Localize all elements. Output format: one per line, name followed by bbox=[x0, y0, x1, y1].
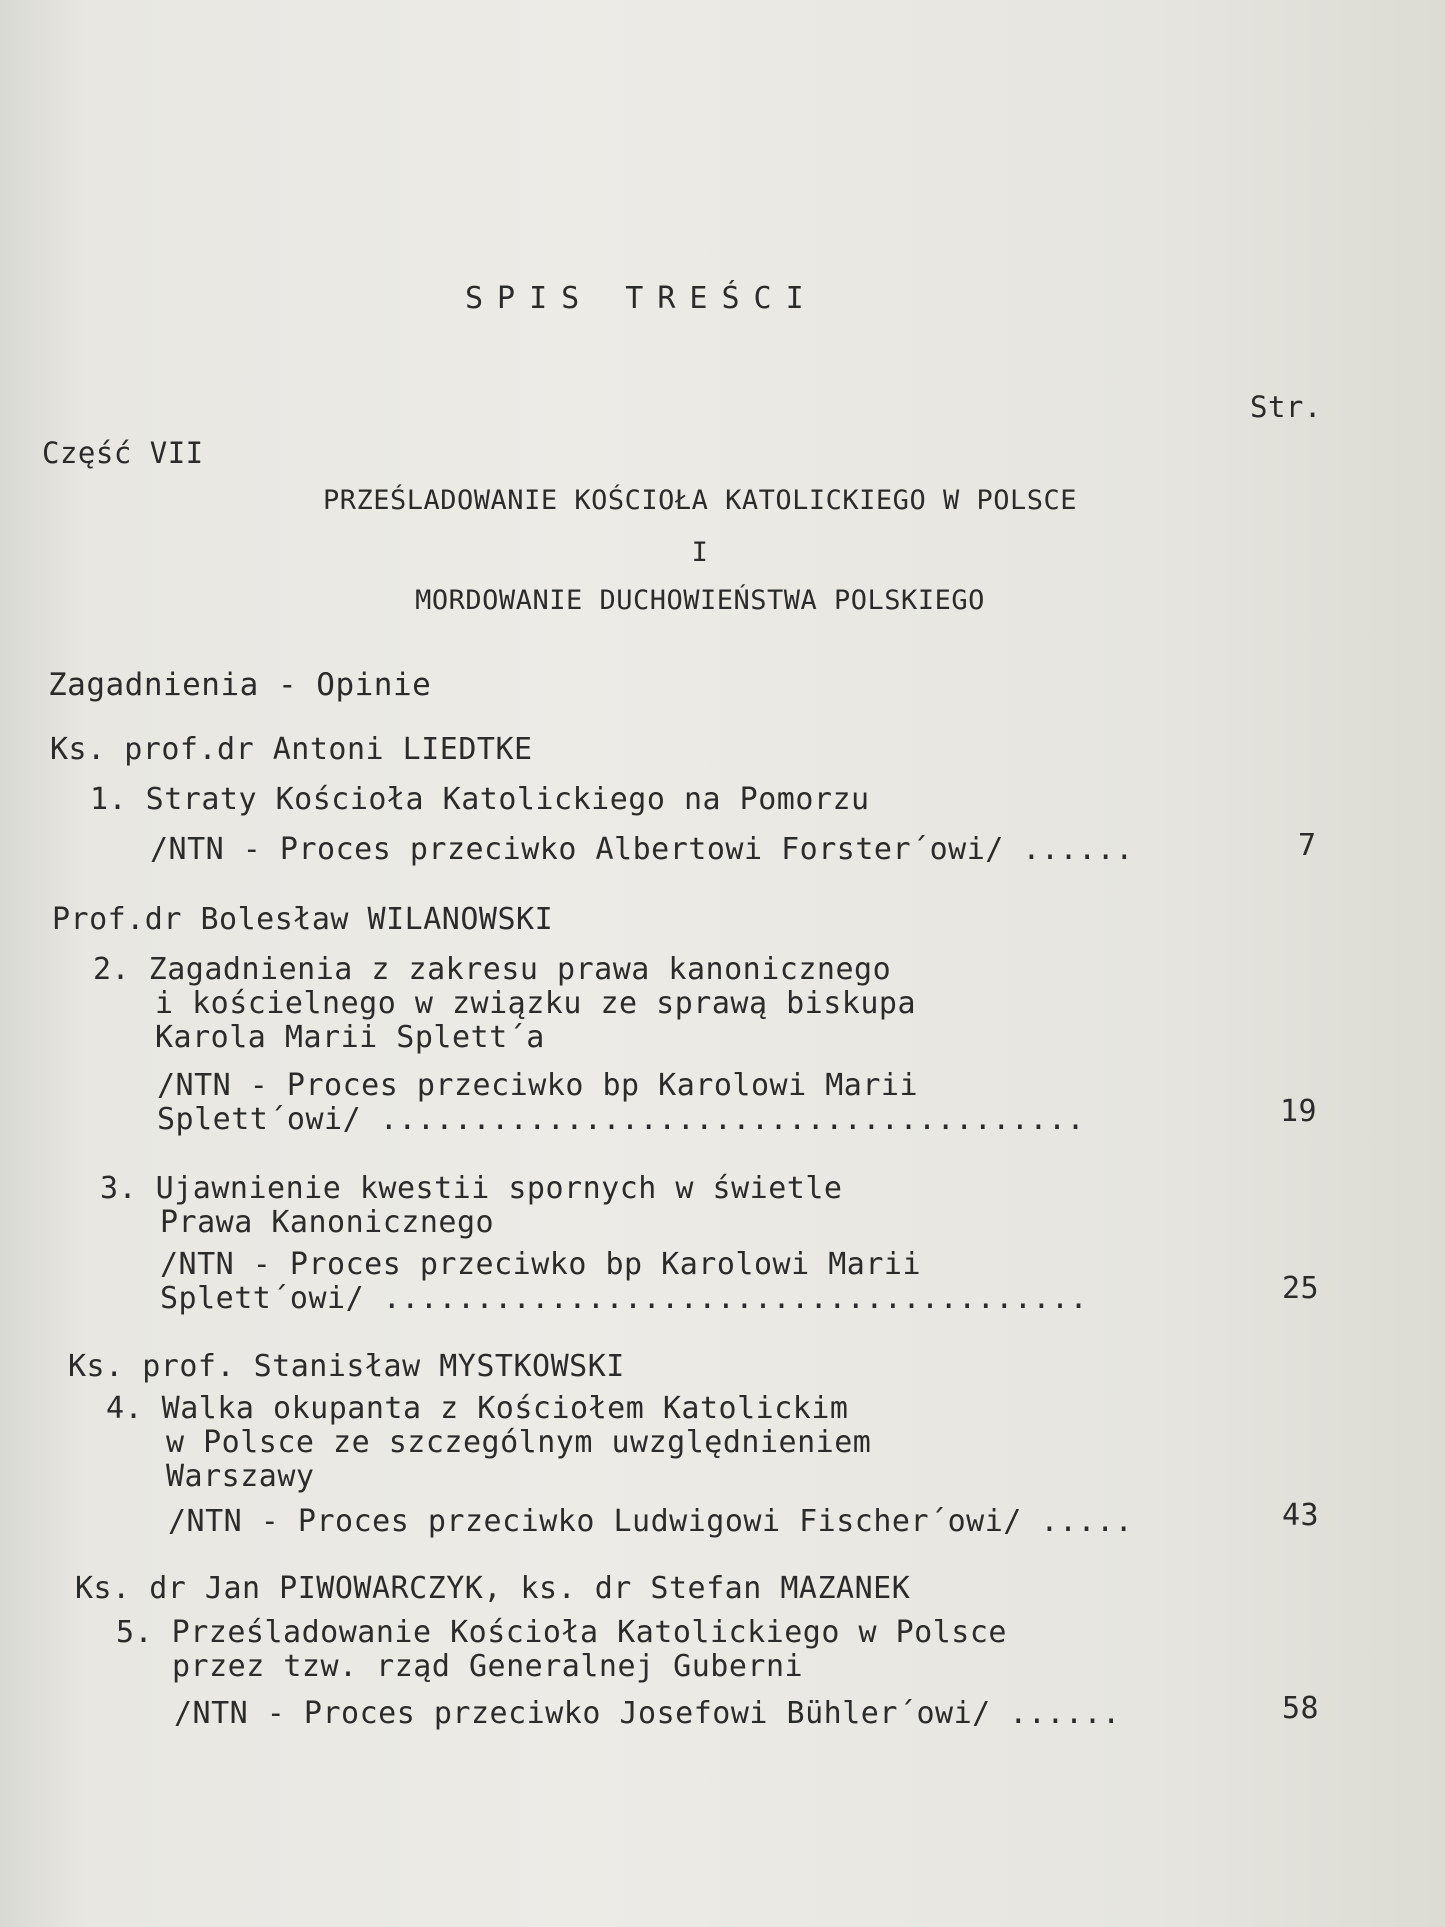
entry-page-number: 19 bbox=[1280, 1094, 1318, 1129]
entry-reference-line: Splett´owi/ ...................................... bbox=[157, 1102, 1086, 1137]
entry-reference-line: /NTN - Proces przeciwko Albertowi Forster´owi/ ...... bbox=[150, 832, 1134, 867]
entry-reference-line: /NTN - Proces przeciwko Ludwigowi Fischer´owi/ ..... bbox=[168, 1504, 1134, 1539]
entry-title-line: 5. Prześladowanie Kościoła Katolickiego w Polsce bbox=[116, 1615, 1007, 1650]
entry-author: Ks. prof.dr Antoni LIEDTKE bbox=[50, 732, 533, 767]
entry-title-line: w Polsce ze szczególnym uwzględnieniem bbox=[166, 1425, 872, 1460]
entry-reference-line: Splett´owi/ ...................................... bbox=[160, 1281, 1089, 1316]
entry-title-line: 4. Walka okupanta z Kościołem Katolickim bbox=[106, 1391, 849, 1426]
heading-line-2: I bbox=[691, 537, 709, 568]
part-label: Część VII bbox=[42, 436, 204, 470]
entry-title-line: Karola Marii Splett´a bbox=[155, 1020, 545, 1055]
entry-title-line: Prawa Kanonicznego bbox=[160, 1205, 495, 1240]
section-title: Zagadnienia - Opinie bbox=[48, 667, 432, 703]
entry-reference-line: /NTN - Proces przeciwko bp Karolowi Marii bbox=[160, 1247, 922, 1282]
page-title: SPIS TREŚCI bbox=[465, 281, 818, 316]
entry-title-line: 2. Zagadnienia z zakresu prawa kanonicznego bbox=[93, 952, 892, 987]
heading-line-3: MORDOWANIE DUCHOWIEŃSTWA POLSKIEGO bbox=[415, 585, 985, 616]
entry-title-line: Warszawy bbox=[166, 1459, 315, 1494]
heading-line-1: PRZEŚLADOWANIE KOŚCIOŁA KATOLICKIEGO W POLSCE bbox=[323, 485, 1077, 516]
entry-title-line: 1. Straty Kościoła Katolickiego na Pomorzu bbox=[90, 782, 870, 817]
entry-page-number: 25 bbox=[1282, 1271, 1320, 1306]
entry-author: Prof.dr Bolesław WILANOWSKI bbox=[52, 902, 554, 937]
entry-title-line: przez tzw. rząd Generalnej Guberni bbox=[172, 1649, 804, 1684]
entry-page-number: 43 bbox=[1282, 1498, 1320, 1533]
entry-author: Ks. dr Jan PIWOWARCZYK, ks. dr Stefan MAZANEK bbox=[75, 1571, 911, 1606]
entry-page-number: 7 bbox=[1298, 828, 1317, 863]
entry-reference-line: /NTN - Proces przeciwko bp Karolowi Marii bbox=[157, 1068, 919, 1103]
entry-title-line: 3. Ujawnienie kwestii spornych w świetle bbox=[100, 1171, 843, 1206]
entry-page-number: 58 bbox=[1282, 1691, 1320, 1726]
page-column-label: Str. bbox=[1250, 390, 1322, 424]
entry-author: Ks. prof. Stanisław MYSTKOWSKI bbox=[68, 1349, 625, 1384]
entry-reference-line: /NTN - Proces przeciwko Josefowi Bühler´owi/ ...... bbox=[174, 1696, 1121, 1731]
entry-title-line: i kościelnego w związku ze sprawą biskupa bbox=[155, 986, 917, 1021]
